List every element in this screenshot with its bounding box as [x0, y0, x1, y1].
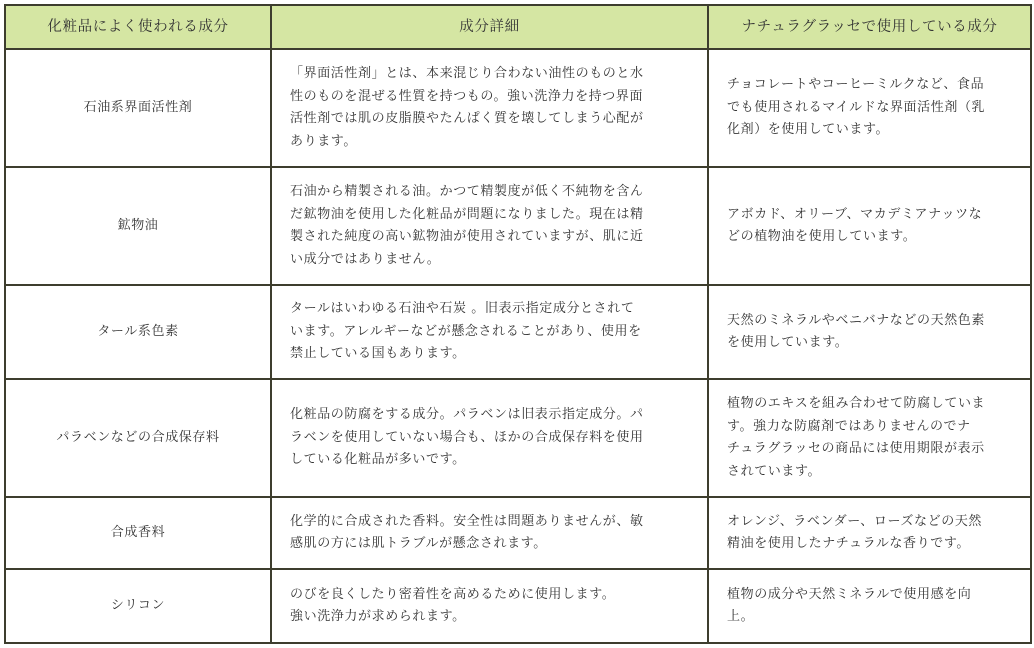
ingredient-comparison-table — [4, 4, 1032, 644]
table-row — [5, 49, 1031, 167]
ingredient-name: シリコン — [5, 569, 271, 643]
naturaglace-ingredient-text: オレンジ、ラベンダー、ローズなどの天然 精油を使用したナチュラルな香りです。 — [727, 513, 983, 551]
ingredient-detail — [271, 379, 708, 497]
naturaglace-ingredient — [708, 167, 1031, 285]
table-row — [5, 167, 1031, 285]
ingredient-detail-text: タールはいわゆる石油や石炭 。旧表示指定成分とされて います。アレルギーなどが懸念されることがあり、使用を 禁止している国もあります。 — [290, 301, 642, 362]
ingredient-name: 合成香料 — [5, 497, 271, 569]
ingredient-detail-text: のびを良くしたり密着性を高めるために使用します。 強い洗浄力が求められます。 — [290, 586, 616, 624]
naturaglace-ingredient-text: チョコレートやコーヒーミルクなど、食品 でも使用されるマイルドな界面活性剤（乳 化剤）を使用しています。 — [727, 77, 986, 138]
ingredient-detail-text: 化粧品の防腐をする成分。パラベンは旧表示指定成分。パ ラベンを使用していない場合も、ほかの合成保存料を使用 している化粧品が多いです。 — [290, 407, 644, 468]
ingredient-detail — [271, 569, 708, 643]
header-detail: 成分詳細 — [271, 5, 708, 49]
naturaglace-ingredient-text: 植物のエキスを組み合わせて防腐していま す。強力な防腐剤ではありませんのでナ チュラグラッセの商品には使用期限が表示 されています。 — [727, 396, 986, 479]
table-header-row — [5, 5, 1031, 49]
naturaglace-ingredient — [708, 379, 1031, 497]
ingredient-detail-text: 化学的に合成された香料。安全性は問題ありませんが、敏 感肌の方には肌トラブルが懸念されます。 — [290, 513, 644, 551]
table-row — [5, 379, 1031, 497]
naturaglace-ingredient — [708, 285, 1031, 379]
ingredient-name: 鉱物油 — [5, 167, 271, 285]
naturaglace-ingredient — [708, 497, 1031, 569]
table-row — [5, 497, 1031, 569]
ingredient-detail — [271, 167, 708, 285]
ingredient-comparison-container — [4, 4, 1030, 644]
table-row — [5, 285, 1031, 379]
naturaglace-ingredient — [708, 569, 1031, 643]
ingredient-name: 石油系界面活性剤 — [5, 49, 271, 167]
naturaglace-ingredient-text: 天然のミネラルやベニバナなどの天然色素 を使用しています。 — [727, 312, 986, 350]
ingredient-detail-text: 石油から精製される油。かつて精製度が低く不純物を含ん だ鉱物油を使用した化粧品が問題になりました。現在は精 製された純度の高い鉱物油が使用されていますが、肌に近 い成分ではありません。 — [290, 184, 644, 267]
naturaglace-ingredient-text: 植物の成分や天然ミネラルで使用感を向 上。 — [727, 586, 972, 624]
table-row — [5, 569, 1031, 643]
header-ours: ナチュラグラッセで使用している成分 — [708, 5, 1031, 49]
header-ingredient: 化粧品によく使われる成分 — [5, 5, 271, 49]
ingredient-detail-text: 「界面活性剤」とは、本来混じり合わない油性のものと水 性のものを混ぜる性質を持つもの。強い洗浄力を持つ界面 活性剤では肌の皮脂膜やたんぱく質を壊してしまう心配が あります。 — [290, 66, 644, 149]
ingredient-name: パラベンなどの合成保存料 — [5, 379, 271, 497]
ingredient-detail — [271, 497, 708, 569]
naturaglace-ingredient — [708, 49, 1031, 167]
ingredient-detail — [271, 49, 708, 167]
naturaglace-ingredient-text: アボカド、オリーブ、マカデミアナッツな どの植物油を使用しています。 — [727, 206, 983, 244]
ingredient-name: タール系色素 — [5, 285, 271, 379]
ingredient-detail — [271, 285, 708, 379]
